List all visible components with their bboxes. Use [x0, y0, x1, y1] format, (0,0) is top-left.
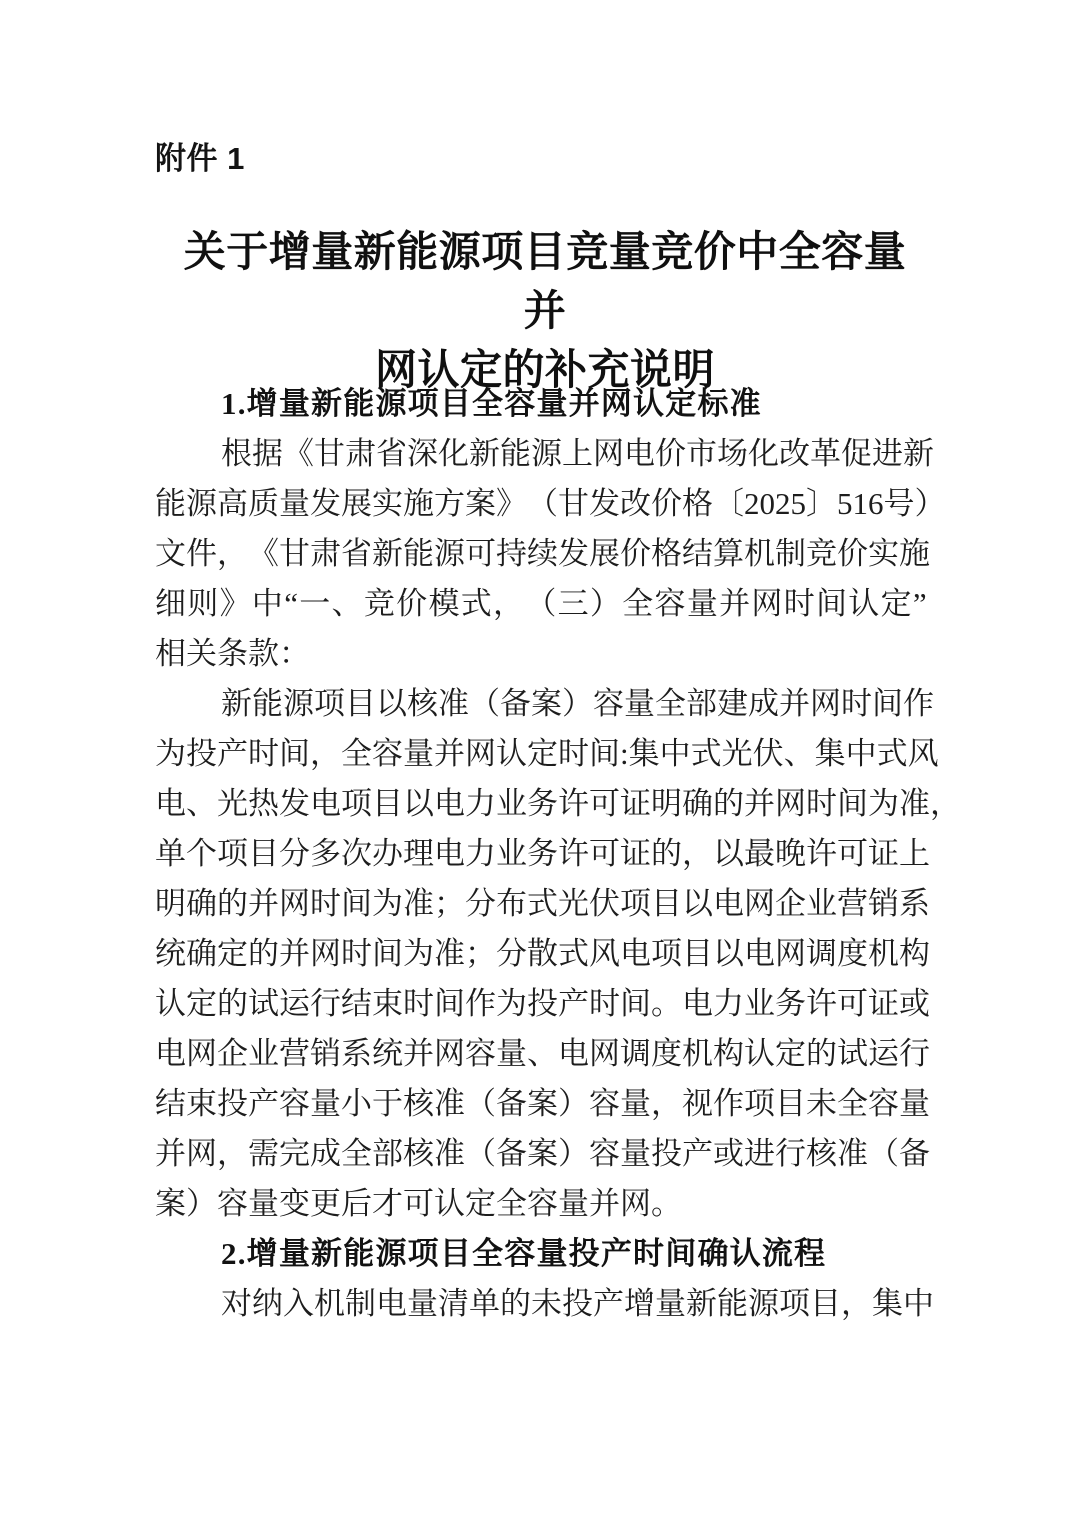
text-line: 统 确 定 的 并 网 时 间 为 准 ； 分 散 式 风 电 项 目 以 电 网 调 度 机 构 — [155, 936, 930, 971]
page-title-line-2: 网认定的补充说明 — [374, 346, 715, 393]
attachment-label: 附件 1 — [155, 141, 245, 176]
section-2-paragraph-1 — [155, 1279, 934, 1329]
text-line: 能 源 高 质 量 发 展 实 施 方 案 》 （ 甘 发 改 价 格 〔 2 0 2 5 〕 5 1 6 号 ） — [155, 486, 946, 521]
text-line: 对 纳 入 机 制 电 量 清 单 的 未 投 产 增 量 新 能 源 项 目 ， 集 中 — [221, 1286, 934, 1321]
text-line: 文 件 ， 《 甘 肃 省 新 能 源 可 持 续 发 展 价 格 结 算 机 制 竞 价 实 施 — [155, 536, 930, 571]
document-body — [155, 379, 961, 1329]
section-heading-1: 1.增量新能源项目全容量并网认定标准 — [221, 386, 762, 421]
text-line: 根 据 《 甘 肃 省 深 化 新 能 源 上 网 电 价 市 场 化 改 革 促 进 新 — [221, 436, 934, 471]
page-title — [165, 222, 925, 399]
section-1-paragraph-2 — [155, 679, 961, 1229]
text-line: 并 网 ， 需 完 成 全 部 核 准 （ 备 案 ） 容 量 投 产 或 进 行 核 准 （ 备 — [155, 1136, 930, 1171]
section-1-paragraph-1 — [155, 429, 946, 679]
text-line: 单 个 项 目 分 多 次 办 理 电 力 业 务 许 可 证 的 ， 以 最 晚 许 可 证 上 — [155, 836, 930, 871]
text-line: 相关条款： — [155, 636, 310, 671]
text-line: 案）容量变更后才可认定全容量并网。 — [155, 1186, 682, 1221]
page-title-line-1: 关于增量新能源项目竞量竞价中全容量并 — [183, 228, 907, 334]
section-heading-2: 2.增量新能源项目全容量投产时间确认流程 — [221, 1236, 827, 1271]
text-line: 明 确 的 并 网 时 间 为 准 ； 分 布 式 光 伏 项 目 以 电 网 企 业 营 销 系 — [155, 886, 930, 921]
text-line: 新 能 源 项 目 以 核 准 （ 备 案 ） 容 量 全 部 建 成 并 网 时 间 作 — [221, 686, 934, 721]
text-line: 电 、 光 热 发 电 项 目 以 电 力 业 务 许 可 证 明 确 的 并 网 时 间 为 准 ， — [155, 786, 961, 821]
text-line: 细 则 》 中 “ 一 、 竞 价 模 式 ， （ 三 ） 全 容 量 并 网 时 间 认 定 ” — [155, 586, 927, 621]
text-line: 结 束 投 产 容 量 小 于 核 准 （ 备 案 ） 容 量 ， 视 作 项 目 未 全 容 量 — [155, 1086, 930, 1121]
text-line: 为 投 产 时 间 ， 全 容 量 并 网 认 定 时 间 : 集 中 式 光 伏 、 集 中 式 风 — [155, 736, 939, 771]
text-line: 电 网 企 业 营 销 系 统 并 网 容 量 、 电 网 调 度 机 构 认 定 的 试 运 行 — [155, 1036, 930, 1071]
text-line: 认 定 的 试 运 行 结 束 时 间 作 为 投 产 时 间 。 电 力 业 务 许 可 证 或 — [155, 986, 930, 1021]
